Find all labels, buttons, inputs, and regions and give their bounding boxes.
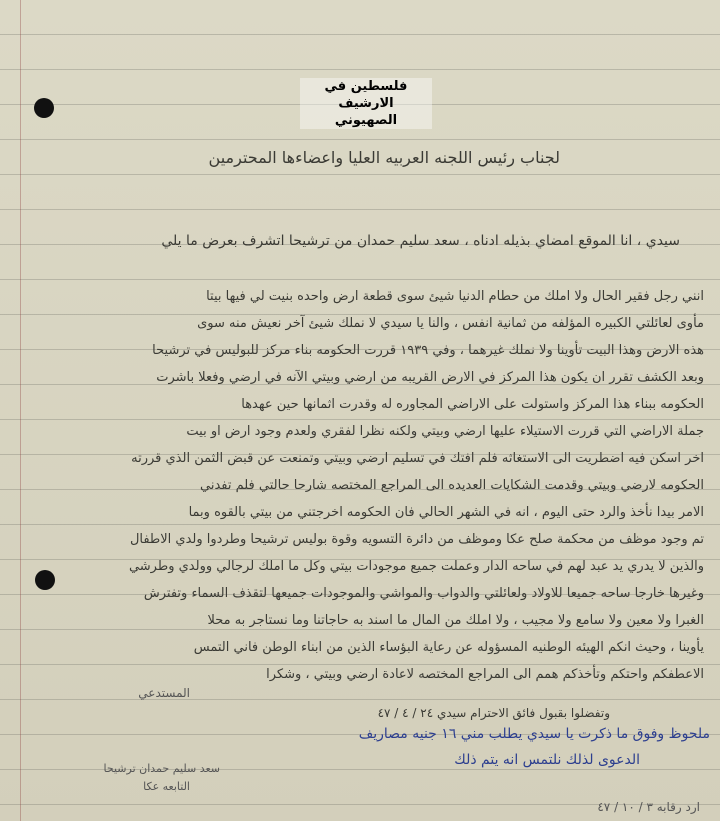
closing-line: وتفضلوا بقبول فائق الاحترام سيدي ٢٤ / ٤ / ٤٧ bbox=[377, 706, 610, 720]
letter-body bbox=[18, 283, 704, 688]
sender-place: التابعه عكا bbox=[143, 780, 190, 793]
footer-annotation: ارد رقابه ٣ / ١٠ / ٤٧ bbox=[597, 800, 700, 814]
handwritten-note: ملحوظ وفوق ما ذكرت يا سيدي يطلب مني ١٦ جنيه مصاريف bbox=[358, 726, 710, 742]
watermark-line-2: الصهيوني bbox=[334, 113, 398, 128]
handwritten-note-continuation: الدعوى لذلك نلتمس انه يتم ذلك bbox=[454, 752, 640, 768]
body-line: الحكومه ببناء هذا المركز واستولت على الاراضي المجاوره له وقدرت اثمانها حين عهدها bbox=[241, 397, 704, 412]
body-line: مأوى لعائلتي الكبيره المؤلفه من ثمانية انفس ، والنا يا سيدي لا نملك شيئ آخر نعيش منه سوى bbox=[197, 316, 704, 331]
archive-watermark bbox=[300, 78, 432, 129]
body-line: الاعطفكم واحتكم وتأخذكم همم الى المراجع المختصه لاعادة ارضي وبيتي ، وشكرا bbox=[266, 667, 704, 682]
signature: المستدعي bbox=[138, 686, 190, 700]
body-line: يأوينا ، وحيث انكم الهيئه الوطنيه المسؤوله عن رعاية البؤساء الذين من ابناء الوطن فاني التمس bbox=[193, 640, 704, 655]
body-line: والذين لا يدري يد عبد لهم في ساحه الدار وعملت جميع موجودات بيتي وكل ما املك لرجالي وولدي وطرشي bbox=[128, 559, 704, 574]
greeting-line: سيدي ، انا الموقع امضاي بذيله ادناه ، سعد سليم حمدان من ترشيحا اتشرف بعرض ما يلي bbox=[161, 233, 680, 249]
body-line: وغيرها خارجا ساحه جميعا للاولاد ولعائلتي والدواب والمواشي والموجودات جميعها لتقذف السماء وتفترش bbox=[143, 586, 704, 601]
body-line: انني رجل فقير الحال ولا املك من حطام الدنيا شيئ سوى قطعة ارض واحده بنيت لي فيها بيتا bbox=[206, 289, 704, 304]
sender-name: سعد سليم حمدان ترشيحا bbox=[103, 762, 220, 775]
body-line: الغبرا ولا معين ولا سامع ولا مجيب ، ولا املك من المال ما اسند به حاجاتنا وما نستاجر به محلا bbox=[207, 613, 704, 628]
body-line: الامر بيدا نأخذ والرد حتى اليوم ، انه في الشهر الحالي فان الحكومه اخرجتني من بيتي بالقوه وبما bbox=[188, 505, 704, 520]
punch-hole-top bbox=[34, 98, 54, 118]
body-line: جملة الاراضي التي قررت الاستيلاء عليها ارضي وبيتي ولكنه نظرا لفقري ولعدم وجود ارض او بيت bbox=[186, 424, 704, 439]
body-line: تم وجود موظف من محكمة صلح عكا وموظف من دائرة التسويه وقوة بوليس ترشيحا وطردوا ولدي الاطفال bbox=[129, 532, 704, 547]
body-line: وبعد الكشف تقرر ان يكون هذا المركز في الارض القريبه من ارضي وبيتي الآنه في ارضي وفعلا باشرت bbox=[156, 370, 704, 385]
body-line: الحكومه لارضي وبيتي وقدمت الشكايات العديده الى المراجع المختصه شارحا حالتي فلم تفدني bbox=[200, 478, 704, 493]
addressee-line: لجناب رئيس اللجنه العربيه العليا واعضاءها المحترمين bbox=[208, 148, 560, 167]
watermark-line-1: فلسطين في الارشيف bbox=[324, 79, 408, 111]
body-line: هذه الارض وهذا البيت تأوينا ولا نملك غيرهما ، وفي ١٩٣٩ قررت الحكومه بناء مركز للبوليس في ترشيحا bbox=[152, 343, 704, 358]
body-line: اخر اسكن فيه اضطريت الى الاستغاثه فلم افتك في تسليم ارضي وبيتي وتمنعت عن قبض الثمن الذي قررته bbox=[131, 451, 704, 466]
